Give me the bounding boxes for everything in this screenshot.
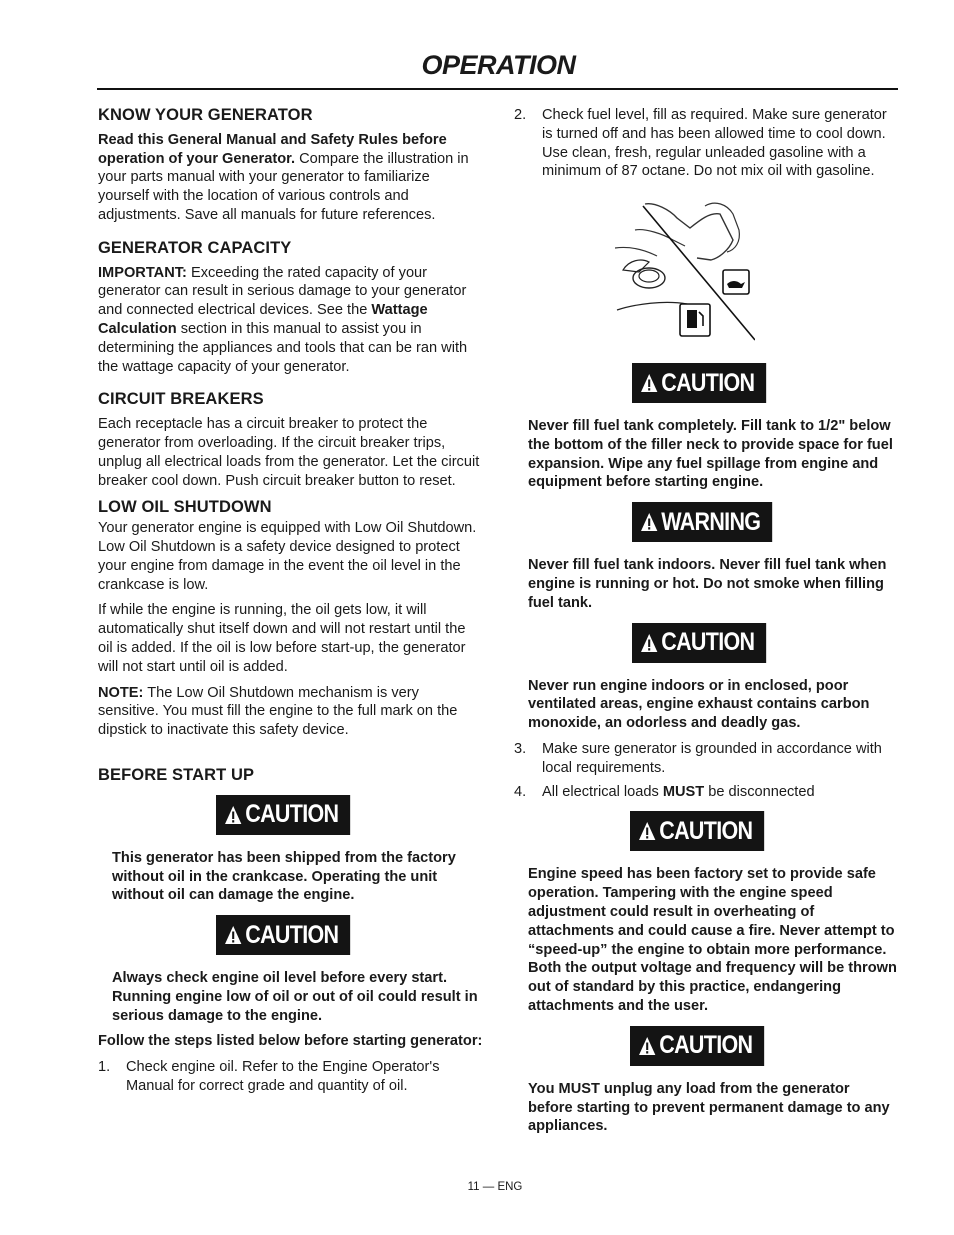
step-4: 4. All electrical loads MUST be disconnected	[514, 783, 815, 800]
warning-triangle-icon	[225, 805, 242, 825]
lowoil-note: NOTE: The Low Oil Shutdown mechanism is very sensitive. You must fill the engine to the full mark on the dipstick to inactivate this safety device.	[98, 684, 458, 739]
page-footer: 11 — ENG	[467, 1181, 523, 1193]
caution-badge-6: CAUTION	[514, 1026, 898, 1068]
follow-steps-text: Follow the steps listed below before starting generator:	[98, 1033, 483, 1050]
title-rule	[97, 88, 898, 90]
breakers-paragraph: Each receptacle has a circuit breaker to protect the generator from overloading. If the circuit breaker trips, unplug all electrical loads from the generator. Let the circuit breaker cool down. Push circuit breaker button to reset.	[98, 416, 480, 489]
caution-text-6: You MUST unplug any load from the generator before starting to prevent permanent damage to any appliances.	[528, 1080, 890, 1135]
fuel-fill-illustration	[615, 200, 755, 343]
warning-triangle-icon	[641, 512, 658, 532]
breakers-heading: CIRCUIT BREAKERS	[98, 390, 264, 409]
caution-text-2: Always check engine oil level before every start. Running engine low of oil or out of oil could result in serious damage to the engine.	[112, 970, 478, 1024]
caution-text-5: Engine speed has been factory set to provide safe operation. Tampering with the engine speed adjustment could result in overheating of attachments and could cause a fire. Never attempt to “speed-up” the engine to obtain more performance. Both the output voltage and frequency will be thrown out of standard by this practice, endangering attachments and the user.	[528, 866, 897, 1014]
lowoil-paragraph-2: If while the engine is running, the oil gets low, it will automatically shut itself down and will not restart until the oil is added. If the oil is low before start-up, the generator will not start until oil is added.	[98, 602, 466, 675]
caution-badge-2: CAUTION	[98, 915, 483, 957]
warning-badge-1: WARNING	[514, 502, 898, 544]
warning-triangle-icon	[641, 633, 658, 653]
warning-text-1: Never fill fuel tank indoors. Never fill fuel tank when engine is running or hot. Do not smoke when filling fuel tank.	[528, 557, 887, 611]
lowoil-paragraph-1: Your generator engine is equipped with Low Oil Shutdown. Low Oil Shutdown is a safety device designed to protect your engine from damage in the event the oil level in the crankcase is low.	[98, 520, 477, 593]
warning-triangle-icon	[225, 925, 242, 945]
caution-text-4: Never run engine indoors or in enclosed, poor ventilated areas, engine exhaust contains carbon monoxide, an odorless and deadly gas.	[528, 677, 870, 732]
know-paragraph: Read this General Manual and Safety Rules before operation of your Generator. Compare the illustration in your parts manual with your generator to familiarize yourself with the location of various controls and adjustments. Save all manuals for future references.	[98, 131, 469, 223]
steps-list-left	[98, 1058, 483, 1096]
capacity-paragraph: IMPORTANT: Exceeding the rated capacity of your generator can result in serious damage to your generator and connected electrical devices. See the Wattage Calculation section in this manual to assist you in determining the appliances and tools that can be ran with the wattage capacity of your generator.	[98, 264, 468, 375]
lowoil-heading: LOW OIL SHUTDOWN	[98, 498, 272, 517]
right-column	[514, 106, 898, 1143]
page-title: OPERATION	[421, 50, 576, 80]
caution-badge-1: CAUTION	[98, 795, 483, 837]
left-column	[98, 106, 483, 1103]
steps-list-right-bottom	[514, 740, 898, 801]
caution-badge-5: CAUTION	[514, 811, 898, 853]
warning-triangle-icon	[639, 821, 656, 841]
step-3: 3. Make sure generator is grounded in accordance with local requirements.	[514, 740, 882, 776]
warning-triangle-icon	[641, 373, 658, 393]
capacity-heading: GENERATOR CAPACITY	[98, 238, 292, 257]
caution-badge-4: CAUTION	[514, 623, 898, 665]
caution-badge-3: CAUTION	[514, 363, 898, 405]
know-heading: KNOW YOUR GENERATOR	[98, 106, 313, 124]
caution-text-1: This generator has been shipped from the factory without oil in the crankcase. Operating the unit without oil can damage the engine.	[112, 849, 456, 904]
caution-text-3: Never fill fuel tank completely. Fill tank to 1/2" below the bottom of the filler neck to provide space for fuel expansion. Wipe any fuel spillage from engine and equipment before starting engine.	[528, 417, 893, 491]
steps-list-right-top	[514, 106, 898, 181]
warning-triangle-icon	[639, 1036, 656, 1056]
step-1: 1. Check engine oil. Refer to the Engine Operator's Manual for correct grade and quantity of oil.	[98, 1059, 440, 1095]
step-2: 2. Check fuel level, fill as required. Make sure generator is turned off and has been allowed time to cool down. Use clean, fresh, regular unleaded gasoline with a minimum of 87 octane. Do not mix oil with gasoline.	[514, 107, 887, 180]
before-heading: BEFORE START UP	[98, 765, 255, 784]
